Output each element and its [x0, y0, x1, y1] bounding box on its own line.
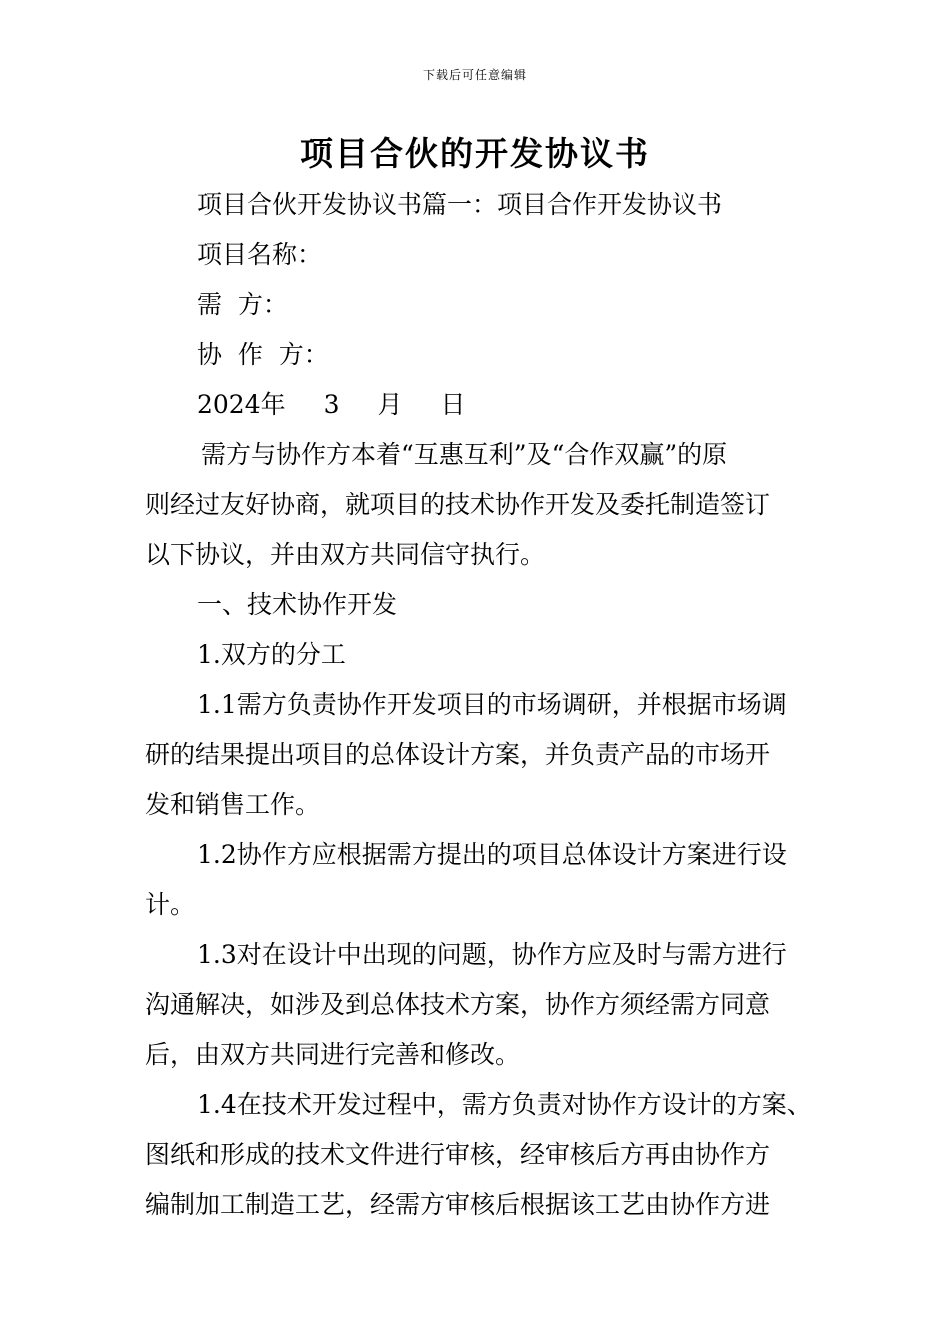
item-1-4-paragraph — [145, 1080, 825, 1230]
item-1-3-line-1: 1.3对在设计中出现的问题，协作方应及时与需方进行 — [197, 940, 787, 969]
date-year: 2024年 — [197, 390, 286, 419]
item-1-4-line-1: 1.4在技术开发过程中，需方负责对协作方设计的方案、 — [197, 1090, 812, 1119]
partner-line: 协 作 方： — [197, 340, 329, 369]
item-1-3-line-3: 后，由双方共同进行完善和修改。 — [145, 1040, 521, 1069]
item-1-4-line-3: 编制加工制造工艺，经需方审核后根据该工艺由协作方进 — [145, 1190, 771, 1219]
header-note: 下载后可任意编辑 — [422, 68, 527, 82]
intro-line-3: 以下协议，并由双方共同信守执行。 — [145, 540, 546, 569]
demand-party-line: 需 方： — [197, 290, 288, 319]
item-1-1-paragraph — [145, 680, 825, 830]
item-1-2-paragraph — [145, 830, 825, 930]
item-1-2-line-1: 1.2协作方应根据需方提出的项目总体设计方案进行设 — [197, 840, 787, 869]
intro-line-2: 则经过友好协商，就项目的技术协作开发及委托制造签订 — [145, 490, 771, 519]
item-1-3-line-2: 沟通解决，如涉及到总体技术方案，协作方须经需方同意 — [145, 990, 771, 1019]
document-title: 项目合伙的开发协议书 — [300, 134, 650, 173]
document-body — [145, 180, 825, 1230]
item-1-1-line-1: 1.1需方负责协作开发项目的市场调研，并根据市场调 — [197, 690, 787, 719]
item-1-heading: 1.双方的分工 — [197, 640, 346, 669]
item-1-1-line-2: 研的结果提出项目的总体设计方案，并负责产品的市场开 — [145, 740, 771, 769]
date-month-num: 3 — [323, 390, 340, 419]
date-day: 日 — [440, 390, 466, 419]
section-1-heading: 一、技术协作开发 — [197, 590, 398, 619]
intro-line-1: 需方与协作方本着“互惠互利”及“合作双赢”的原 — [201, 440, 728, 469]
subtitle-line: 项目合伙开发协议书篇一：项目合作开发协议书 — [197, 190, 723, 219]
date-line — [145, 380, 825, 430]
project-name-line: 项目名称： — [197, 240, 323, 269]
item-1-1-line-3: 发和销售工作。 — [145, 790, 321, 819]
item-1-3-paragraph — [145, 930, 825, 1080]
item-1-2-line-2: 计。 — [145, 890, 196, 919]
intro-paragraph — [145, 430, 825, 580]
date-month: 月 — [377, 390, 403, 419]
item-1-4-line-2: 图纸和形成的技术文件进行审核，经审核后方再由协作方 — [145, 1140, 771, 1169]
